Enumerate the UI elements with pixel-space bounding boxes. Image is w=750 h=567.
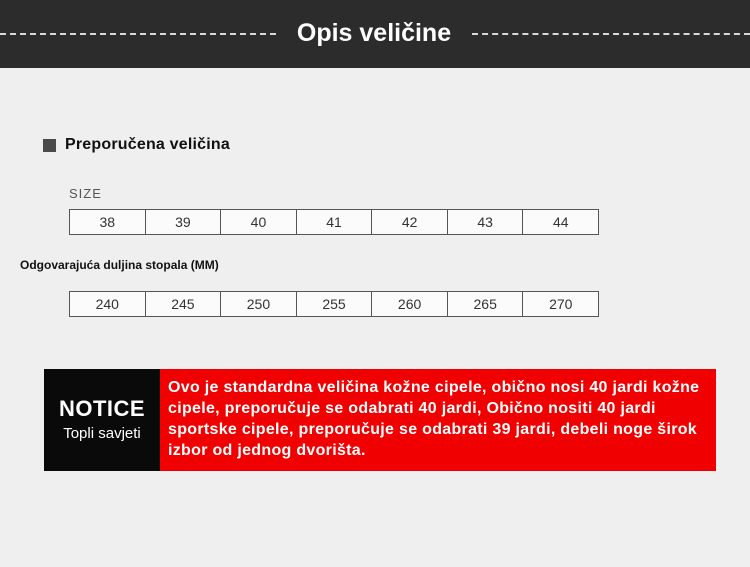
page-title: Opis veličine (296, 19, 452, 47)
size-cell: 44 (552, 214, 569, 230)
foot-length-label: Odgovarajuća duljina stopala (MM) (20, 258, 219, 272)
size-cell: 43 (448, 210, 524, 234)
foot-length-cell: 250 (221, 292, 297, 316)
section-heading-text: Preporučena veličina (65, 136, 230, 153)
foot-length-cell: 255 (297, 292, 373, 316)
foot-length-cell: 240 (70, 292, 146, 316)
header-dash-left (0, 33, 276, 35)
section-heading (43, 136, 230, 154)
foot-length-cell: 265 (448, 292, 524, 316)
foot-length-cell: 260 (372, 292, 448, 316)
size-cell: 39 (146, 210, 222, 234)
size-row (69, 209, 599, 235)
foot-length-row (69, 291, 599, 317)
size-cell: 38 (70, 210, 146, 234)
notice-subtitle: Topli savjeti (63, 425, 141, 442)
size-label: SIZE (69, 186, 102, 201)
foot-length-cell: 270 (549, 296, 573, 312)
header-dash-right (472, 33, 750, 35)
foot-length-cell: 245 (146, 292, 222, 316)
size-cell: 42 (372, 210, 448, 234)
notice-label-block (44, 369, 160, 471)
square-bullet-icon (43, 139, 56, 152)
notice-title: NOTICE (58, 396, 146, 421)
notice-box (44, 369, 716, 471)
size-cell: 41 (297, 210, 373, 234)
size-cell: 40 (221, 210, 297, 234)
notice-text: Ovo je standardna veličina kožne cipele, obično nosi 40 jardi kožne cipele, preporučuje se odabrati 40 jardi, Obično nositi 40 jardi sportske cipele, preporučuje se odabrati 39 jardi, debeli noge širok izbor od jednog dvorišta. (160, 369, 716, 471)
header-banner (0, 0, 750, 68)
